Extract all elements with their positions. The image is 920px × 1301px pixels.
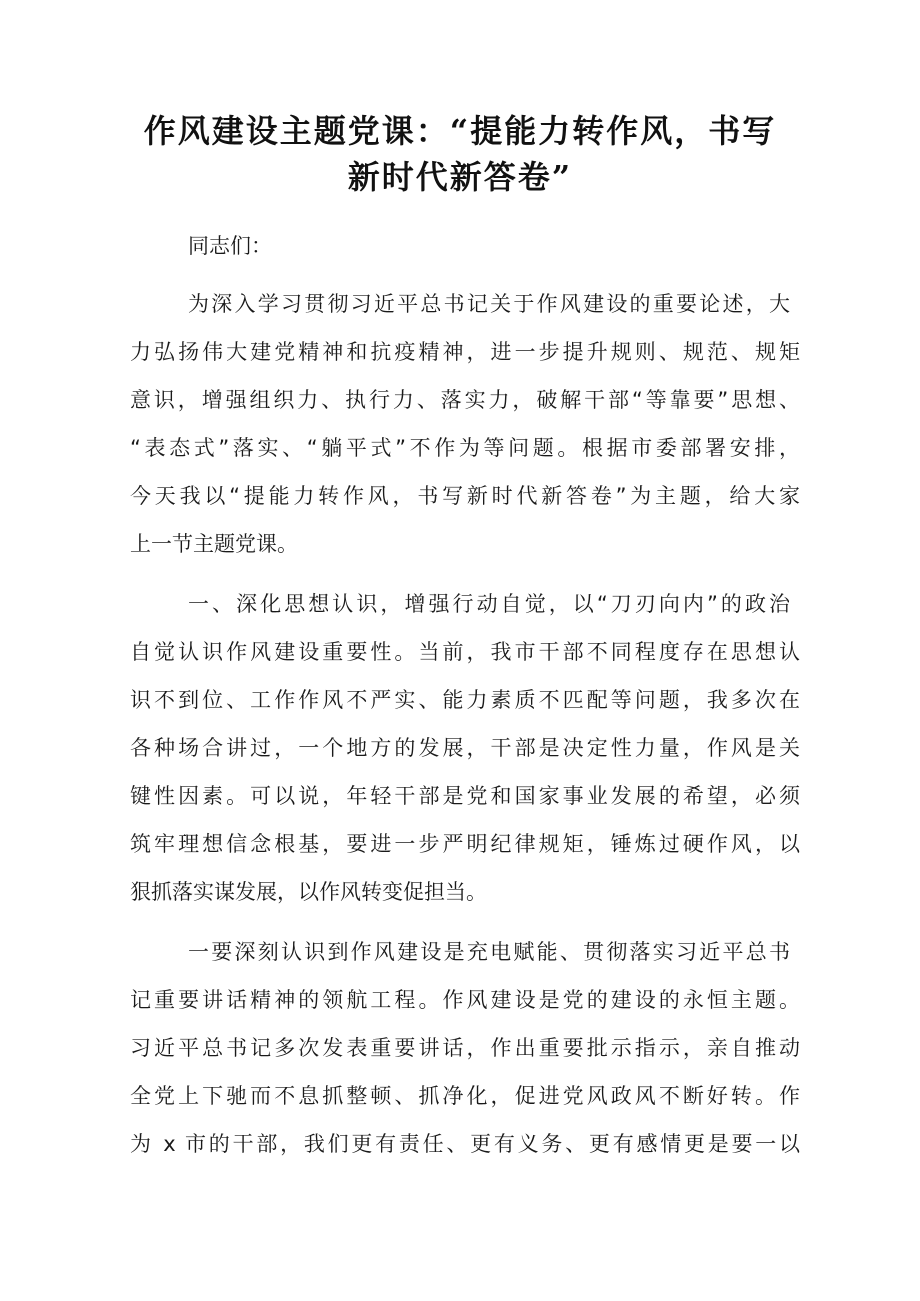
salutation: 同志们： [188,234,272,258]
paragraph-line: 为 x 市的干部，我们更有责任、更有义务、更有感情更是要一以 [130,1132,800,1156]
paragraph-line: 力弘扬伟大建党精神和抗疫精神，进一步提升规则、规范、规矩 [130,340,800,364]
paragraph-line: 狠抓落实谋发展，以作风转变促担当。 [130,880,487,904]
paragraph-line: 各种场合讲过，一个地方的发展，干部是决定性力量，作风是关 [130,736,800,760]
paragraph-line: 一要深刻认识到作风建设是充电赋能、贯彻落实习近平总书 [188,940,790,964]
paragraph-line: 全党上下驰而不息抓整顿、抓净化，促进党风政风不断好转。作 [130,1084,800,1108]
paragraph-line: 自觉认识作风建设重要性。当前，我市干部不同程度存在思想认 [130,640,800,664]
paragraph-line: 识不到位、工作作风不严实、能力素质不匹配等问题，我多次在 [130,688,800,712]
paragraph-line: 一、深化思想认识，增强行动自觉，以“刀刃向内”的政治 [188,592,790,616]
document-title-line-1: 作风建设主题党课：“提能力转作风，书写 [143,112,777,150]
paragraph-line: 键性因素。可以说，年轻干部是党和国家事业发展的希望，必须 [130,784,800,808]
paragraph-line: 今天我以“提能力转作风，书写新时代新答卷”为主题，给大家 [130,484,800,508]
paragraph-line: “表态式”落实、“躺平式”不作为等问题。根据市委部署安排， [130,436,800,460]
paragraph-line: 上一节主题党课。 [130,532,298,556]
paragraph-line: 为深入学习贯彻习近平总书记关于作风建设的重要论述，大 [188,292,790,316]
document-title-line-2: 新时代新答卷” [347,158,573,196]
paragraph-line: 记重要讲话精神的领航工程。作风建设是党的建设的永恒主题。 [130,988,800,1012]
paragraph-line: 意识，增强组织力、执行力、落实力，破解干部“等靠要”思想、 [130,388,800,412]
paragraph-line: 习近平总书记多次发表重要讲话，作出重要批示指示，亲自推动 [130,1036,800,1060]
paragraph-line: 筑牢理想信念根基，要进一步严明纪律规矩，锤炼过硬作风，以 [130,832,800,856]
